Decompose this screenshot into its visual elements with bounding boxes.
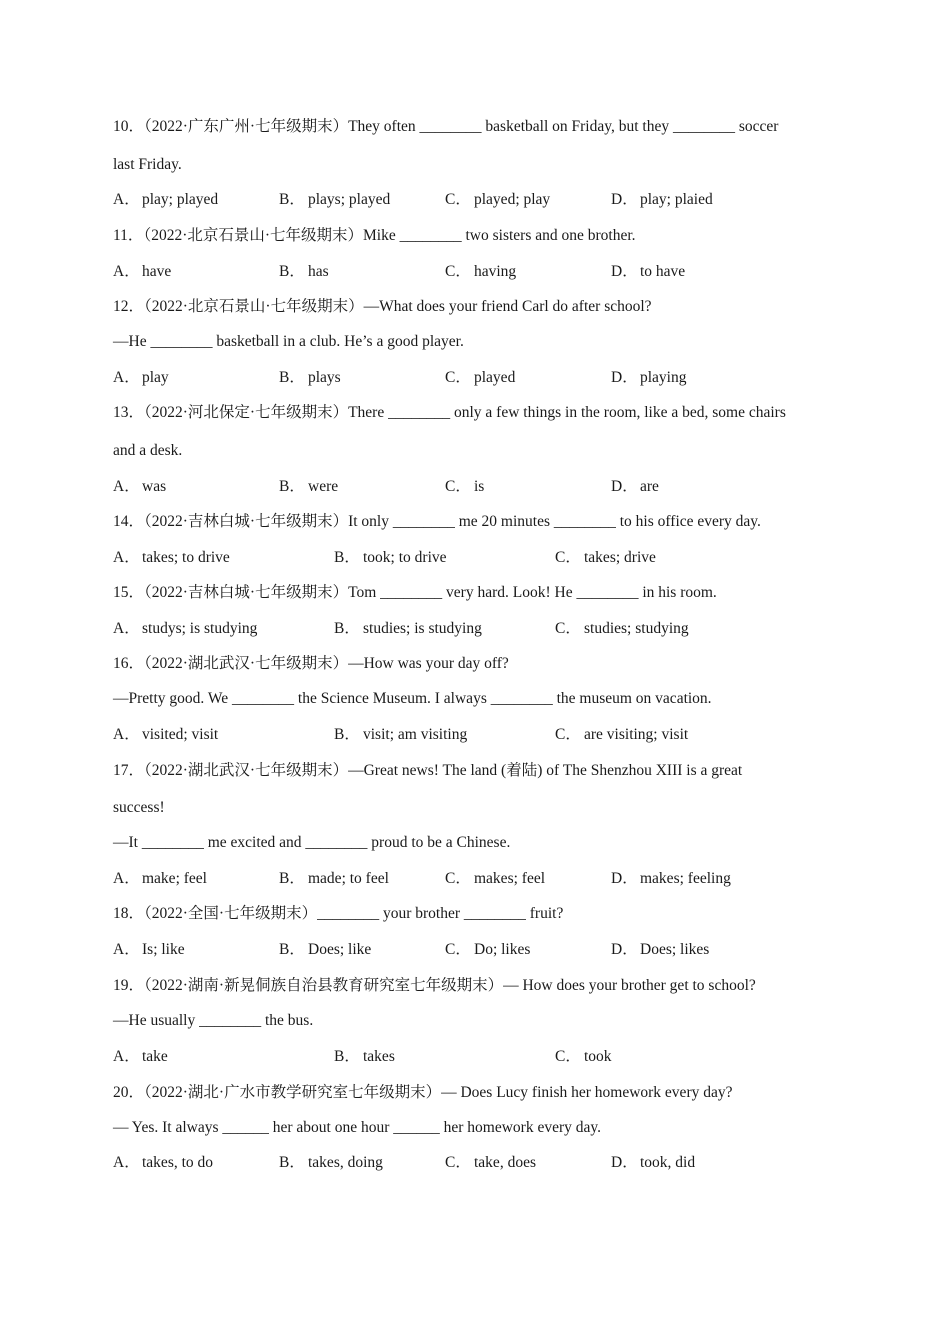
question-17-stem: 17．（2022·湖北武汉·七年级期末）—Great news! The land (着陆) of The Shenzhou XIII is a great [113,762,743,779]
option-a: A． take [113,1048,168,1065]
question-20-stem-cont: — Yes. It always ______ her about one hour ______ her homework every day. [113,1119,602,1136]
question-20-stem: 20．（2022·湖北·广水市教学研究室七年级期末）— Does Lucy finish her homework every day? [113,1084,733,1101]
option-b: B． made; to feel [279,870,389,887]
question-19-stem: 19．（2022·湖南·新晃侗族自治县教育研究室七年级期末）— How does your brother get to school? [113,977,756,994]
option-b: B． plays [279,369,341,386]
option-b: B． has [279,263,329,280]
question-13-stem-cont: and a desk. [113,442,183,459]
option-b: B． takes [334,1048,395,1065]
option-a: A． was [113,478,167,495]
option-c: C． took [555,1048,612,1065]
option-d: D． to have [611,263,686,280]
option-c: C． studies; studying [555,620,689,637]
option-a: A． studys; is studying [113,620,258,637]
question-14-stem: 14．（2022·吉林白城·七年级期末）It only ________ me 20 minutes ________ to his office every day. [113,513,761,530]
option-c: C． are visiting; visit [555,726,689,743]
option-c: C． is [445,478,485,495]
option-a: A． takes, to do [113,1154,214,1171]
question-12-stem: 12．（2022·北京石景山·七年级期末）—What does your friend Carl do after school? [113,298,652,315]
option-c: C． takes; drive [555,549,656,566]
question-17-stem-cont-2: —It ________ me excited and ________ proud to be a Chinese. [113,834,511,851]
option-d: D． makes; feeling [611,870,731,887]
question-13-stem: 13．（2022·河北保定·七年级期末）There ________ only a few things in the room, like a bed, some chairs [113,404,786,421]
option-b: B． studies; is studying [334,620,482,637]
option-a: A． have [113,263,172,280]
question-10-stem-cont: last Friday. [113,156,182,173]
option-a: A． takes; to drive [113,549,230,566]
option-d: D． Does; likes [611,941,710,958]
question-16-stem-cont: —Pretty good. We ________ the Science Museum. I always ________ the museum on vacation. [113,690,712,707]
option-a: A． play; played [113,191,219,208]
option-b: B． plays; played [279,191,391,208]
option-c: C． Do; likes [445,941,531,958]
option-d: D． took, did [611,1154,696,1171]
question-17-stem-cont: success! [113,799,165,816]
option-c: C． makes; feel [445,870,546,887]
option-c: C． having [445,263,517,280]
option-b: B． were [279,478,339,495]
option-b: B． took; to drive [334,549,447,566]
question-19-stem-cont: —He usually ________ the bus. [113,1012,314,1029]
option-d: D． play; plaied [611,191,713,208]
option-a: A． visited; visit [113,726,219,743]
option-d: D． playing [611,369,687,386]
question-16-stem: 16．（2022·湖北武汉·七年级期末）—How was your day off? [113,655,509,672]
question-10-stem: 10．（2022·广东广州·七年级期末）They often ________ basketball on Friday, but they ________ soccer [113,118,779,135]
option-c: C． played; play [445,191,551,208]
option-a: A． play [113,369,169,386]
option-b: B． Does; like [279,941,372,958]
question-18-stem: 18．（2022·全国·七年级期末）________ your brother ________ fruit? [113,905,564,922]
option-d: D． are [611,478,659,495]
option-b: B． visit; am visiting [334,726,468,743]
option-a: A． Is; like [113,941,185,958]
option-a: A． make; feel [113,870,207,887]
option-c: C． take, does [445,1154,536,1171]
question-12-stem-cont: —He ________ basketball in a club. He’s a good player. [113,333,464,350]
question-11-stem: 11．（2022·北京石景山·七年级期末）Mike ________ two sisters and one brother. [113,227,636,244]
question-15-stem: 15．（2022·吉林白城·七年级期末）Tom ________ very hard. Look! He ________ in his room. [113,584,717,601]
option-b: B． takes, doing [279,1154,383,1171]
option-c: C． played [445,369,516,386]
